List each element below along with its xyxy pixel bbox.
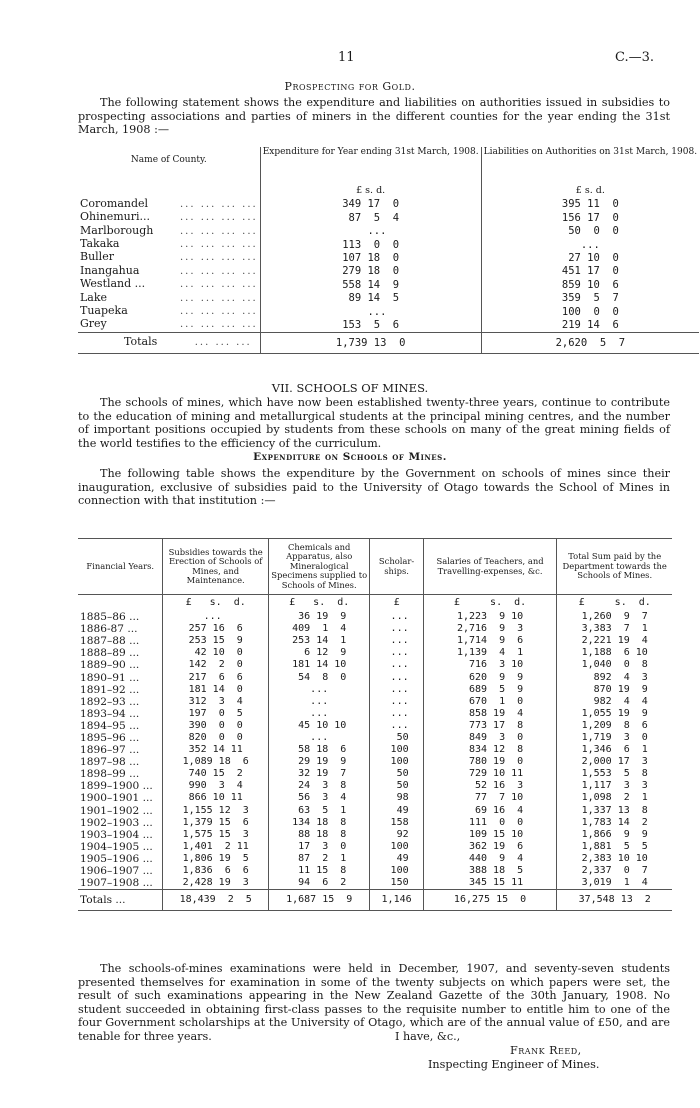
amount-cell: 1,337 13 8 bbox=[557, 805, 672, 817]
liabilities-cell: 451 17 0 bbox=[481, 265, 699, 278]
amount-cell: ... bbox=[370, 635, 423, 647]
amount-cell: 2,000 17 3 bbox=[557, 756, 672, 768]
financial-year: Totals ... bbox=[78, 890, 163, 911]
leader-dots: ... ... ... ... bbox=[180, 292, 258, 304]
expenditure-intro: The following table shows the expenditure by the Government on schools of mines since their inauguration, exclusive of subsidies paid to the University of Otago towards the School of Mines in connection with that institution :— bbox=[78, 467, 670, 508]
amount-cell: 100 bbox=[370, 841, 423, 853]
liabilities-cell: 219 14 6 bbox=[481, 318, 699, 332]
schools-row bbox=[78, 708, 672, 720]
schools-row bbox=[78, 768, 672, 780]
amount-cell: 197 0 5 bbox=[163, 708, 269, 720]
amount-cell: 1,714 9 6 bbox=[423, 635, 557, 647]
amount-cell: 2,221 19 4 bbox=[557, 635, 672, 647]
liabilities-cell: 156 17 0 bbox=[481, 211, 699, 224]
schools-totals-row bbox=[78, 890, 672, 911]
liabilities-cell: 395 11 0 bbox=[481, 198, 699, 211]
signer-title: Inspecting Engineer of Mines. bbox=[428, 1058, 600, 1071]
gold-row bbox=[78, 211, 699, 224]
document-reference: C.—3. bbox=[614, 50, 654, 65]
amount-cell: 3,383 7 1 bbox=[557, 623, 672, 635]
financial-year: 1885–86 ... bbox=[80, 611, 140, 624]
amount-cell: 1,117 3 3 bbox=[557, 780, 672, 792]
liabilities-cell: 859 10 6 bbox=[481, 278, 699, 291]
amount-cell: ... bbox=[268, 684, 370, 696]
amount-cell: 142 2 0 bbox=[163, 659, 269, 671]
gold-intro: The following statement shows the expenditure and liabilities on authorities issued in subsidies to prospecting associations and parties of miners in the different counties for the year ending the 31st March, 1908 :— bbox=[78, 96, 670, 137]
schools-col-header: Scholar-ships. bbox=[370, 539, 423, 595]
amount-cell: 1,881 5 5 bbox=[557, 841, 672, 853]
gold-row bbox=[78, 292, 699, 305]
amount-cell: 849 3 0 bbox=[423, 732, 557, 744]
leader-dots: ... ... ... ... bbox=[180, 212, 258, 224]
schools-paragraph: The schools of mines, which have now been established twenty-three years, continue to contribute to the education of mining and metallurgical students at the principal mining centres, and the number of important positions occupied by students from these schools on many of the great mining fields of the world testifies to the efficiency of the curriculum. bbox=[78, 396, 670, 450]
financial-year bbox=[78, 595, 163, 612]
financial-year: 1893–94 ... bbox=[80, 707, 140, 720]
schools-row bbox=[78, 696, 672, 708]
col-liabilities: Liabilities on Authorities on 31st March, 1908. bbox=[481, 147, 699, 167]
amount-cell: 181 14 10 bbox=[268, 659, 370, 671]
schools-row bbox=[78, 672, 672, 684]
amount-cell: ... bbox=[370, 672, 423, 684]
amount-cell: 1,866 9 9 bbox=[557, 829, 672, 841]
financial-year: 1886-87 ... bbox=[80, 623, 138, 636]
leader-dots: ... ... ... ... bbox=[180, 265, 258, 277]
amount-cell: 109 15 10 bbox=[423, 829, 557, 841]
amount-cell: 45 10 10 bbox=[268, 720, 370, 732]
leader-dots: ... ... ... ... bbox=[180, 225, 258, 237]
amount-cell: 253 14 1 bbox=[268, 635, 370, 647]
amount-cell: 1,783 14 2 bbox=[557, 817, 672, 829]
amount-cell: £ s. d. bbox=[557, 595, 672, 612]
amount-cell: 388 18 5 bbox=[423, 865, 557, 877]
amount-cell: 2,383 10 10 bbox=[557, 853, 672, 865]
gold-row bbox=[78, 305, 699, 318]
amount-cell: 1,146 bbox=[370, 890, 423, 911]
financial-year: 1889–90 ... bbox=[80, 659, 140, 672]
amount-cell: ... bbox=[370, 696, 423, 708]
schools-row bbox=[78, 732, 672, 744]
county-name: Ohinemuri... bbox=[80, 210, 150, 224]
amount-cell: 345 15 11 bbox=[423, 877, 557, 890]
schools-col-header: Total Sum paid by the Department towards the Schools of Mines. bbox=[557, 539, 672, 595]
expenditure-subheading: Expenditure on Schools of Mines. bbox=[253, 451, 447, 463]
amount-cell: 866 10 11 bbox=[163, 792, 269, 804]
schools-table-header bbox=[78, 539, 672, 595]
amount-cell: 729 10 11 bbox=[423, 768, 557, 780]
amount-cell: 100 bbox=[370, 744, 423, 756]
amount-cell: 32 19 7 bbox=[268, 768, 370, 780]
liabilities-cell: 100 0 0 bbox=[481, 305, 699, 318]
financial-year: 1904–1905 ... bbox=[80, 840, 153, 853]
amount-cell: 1,139 4 1 bbox=[423, 647, 557, 659]
gold-row bbox=[78, 251, 699, 264]
gold-row bbox=[78, 198, 699, 211]
amount-cell: 440 9 4 bbox=[423, 853, 557, 865]
financial-year: 1897–98 ... bbox=[80, 756, 140, 769]
schools-row bbox=[78, 659, 672, 671]
amount-cell: 6 12 9 bbox=[268, 647, 370, 659]
col-expenditure: Expenditure for Year ending 31st March, 1908. bbox=[260, 147, 481, 167]
schools-row bbox=[78, 780, 672, 792]
amount-cell: 740 15 2 bbox=[163, 768, 269, 780]
amount-cell: ... bbox=[163, 611, 269, 623]
amount-cell: 42 10 0 bbox=[163, 647, 269, 659]
amount-cell: 716 3 10 bbox=[423, 659, 557, 671]
amount-cell: 1,089 18 6 bbox=[163, 756, 269, 768]
amount-cell: 3,019 1 4 bbox=[557, 877, 672, 890]
gold-row bbox=[78, 265, 699, 278]
amount-cell: 1,209 8 6 bbox=[557, 720, 672, 732]
amount-cell: 54 8 0 bbox=[268, 672, 370, 684]
financial-year: 1899–1900 ... bbox=[80, 780, 153, 793]
amount-cell: 50 bbox=[370, 780, 423, 792]
county-name: Tuapeka bbox=[80, 304, 128, 318]
amount-cell: ... bbox=[370, 720, 423, 732]
county-name: Buller bbox=[80, 250, 114, 264]
page-header bbox=[0, 50, 700, 70]
amount-cell: 390 0 0 bbox=[163, 720, 269, 732]
amount-cell: 1,836 6 6 bbox=[163, 865, 269, 877]
amount-cell: 2,716 9 3 bbox=[423, 623, 557, 635]
amount-cell: 69 16 4 bbox=[423, 805, 557, 817]
amount-cell: 11 15 8 bbox=[268, 865, 370, 877]
amount-cell: £ bbox=[370, 595, 423, 612]
expenditure-cell: 279 18 0 bbox=[260, 265, 481, 278]
amount-cell: 1,155 12 3 bbox=[163, 805, 269, 817]
amount-cell: 257 16 6 bbox=[163, 623, 269, 635]
liabilities-cell: 27 10 0 bbox=[481, 251, 699, 264]
amount-cell: 50 bbox=[370, 768, 423, 780]
liabilities-cell: 50 0 0 bbox=[481, 225, 699, 238]
financial-year: 1903–1904 ... bbox=[80, 828, 153, 841]
amount-cell: 1,098 2 1 bbox=[557, 792, 672, 804]
amount-cell: 1,687 15 9 bbox=[268, 890, 370, 911]
amount-cell: 1,188 6 10 bbox=[557, 647, 672, 659]
amount-cell: 982 4 4 bbox=[557, 696, 672, 708]
amount-cell: 217 6 6 bbox=[163, 672, 269, 684]
amount-cell: 312 3 4 bbox=[163, 696, 269, 708]
schools-row bbox=[78, 841, 672, 853]
leader-dots: ... ... ... ... bbox=[180, 279, 258, 291]
financial-year: 1902–1903 ... bbox=[80, 816, 153, 829]
amount-cell: 29 19 9 bbox=[268, 756, 370, 768]
amount-cell: 1,553 5 8 bbox=[557, 768, 672, 780]
schools-row bbox=[78, 623, 672, 635]
gold-total-liabilities: 2,620 5 7 bbox=[481, 332, 699, 353]
amount-cell: ... bbox=[370, 611, 423, 623]
gold-row bbox=[78, 318, 699, 332]
amount-cell: 158 bbox=[370, 817, 423, 829]
amount-cell: £ s. d. bbox=[423, 595, 557, 612]
amount-cell: ... bbox=[370, 708, 423, 720]
schools-col-header: Salaries of Teachers, and Travelling-expenses, &c. bbox=[423, 539, 557, 595]
amount-cell: 892 4 3 bbox=[557, 672, 672, 684]
amount-cell: 409 1 4 bbox=[268, 623, 370, 635]
schools-row bbox=[78, 756, 672, 768]
liabilities-cell: ... bbox=[481, 238, 699, 251]
leader-dots: ... ... ... ... bbox=[180, 306, 258, 318]
amount-cell: 2,428 19 3 bbox=[163, 877, 269, 890]
schools-row bbox=[78, 792, 672, 804]
amount-cell: 362 19 6 bbox=[423, 841, 557, 853]
schools-row bbox=[78, 611, 672, 623]
signer-name: Frank Reed, bbox=[510, 1044, 582, 1057]
financial-year: 1895–96 ... bbox=[80, 731, 140, 744]
gold-heading: Prospecting for Gold. bbox=[284, 80, 416, 93]
financial-year: 1900–1901 ... bbox=[80, 792, 153, 805]
amount-cell: 49 bbox=[370, 853, 423, 865]
amount-cell: 92 bbox=[370, 829, 423, 841]
county-name: Inangahua bbox=[80, 263, 140, 277]
amount-cell: ... bbox=[370, 623, 423, 635]
county-name: Coromandel bbox=[80, 196, 149, 210]
amount-cell: 1,260 9 7 bbox=[557, 611, 672, 623]
financial-year: 1891–92 ... bbox=[80, 683, 140, 696]
amount-cell: 94 6 2 bbox=[268, 877, 370, 890]
amount-cell: £ s. d. bbox=[268, 595, 370, 612]
amount-cell: 773 17 8 bbox=[423, 720, 557, 732]
amount-cell: 18,439 2 5 bbox=[163, 890, 269, 911]
county-name: Marlborough bbox=[80, 223, 154, 237]
expenditure-cell: 558 14 9 bbox=[260, 278, 481, 291]
amount-cell: 63 5 1 bbox=[268, 805, 370, 817]
financial-year: 1888–89 ... bbox=[80, 647, 140, 660]
amount-cell: ... bbox=[370, 684, 423, 696]
expenditure-cell: 89 14 5 bbox=[260, 292, 481, 305]
schools-units-row bbox=[78, 595, 672, 612]
expenditure-cell: 87 5 4 bbox=[260, 211, 481, 224]
amount-cell: ... bbox=[370, 659, 423, 671]
financial-year: 1905–1906 ... bbox=[80, 852, 153, 865]
amount-cell: 77 7 10 bbox=[423, 792, 557, 804]
closing: I have, &c., bbox=[395, 1030, 461, 1043]
amount-cell: 2,337 0 7 bbox=[557, 865, 672, 877]
amount-cell: 352 14 11 bbox=[163, 744, 269, 756]
amount-cell: ... bbox=[268, 708, 370, 720]
amount-cell: ... bbox=[268, 732, 370, 744]
amount-cell: 870 19 9 bbox=[557, 684, 672, 696]
amount-cell: 780 19 0 bbox=[423, 756, 557, 768]
schools-row bbox=[78, 744, 672, 756]
amount-cell: 37,548 13 2 bbox=[557, 890, 672, 911]
gold-table-header bbox=[78, 147, 699, 167]
expenditure-cell: ... bbox=[260, 305, 481, 318]
amount-cell: 100 bbox=[370, 865, 423, 877]
amount-cell: 689 5 9 bbox=[423, 684, 557, 696]
amount-cell: 134 18 8 bbox=[268, 817, 370, 829]
financial-year: 1906–1907 ... bbox=[80, 865, 153, 877]
gold-row bbox=[78, 278, 699, 291]
leader-dots: ... ... ... ... bbox=[180, 239, 258, 251]
financial-year: 1901–1902 ... bbox=[80, 804, 153, 817]
amount-cell: 17 3 0 bbox=[268, 841, 370, 853]
amount-cell: 1,223 9 10 bbox=[423, 611, 557, 623]
schools-title: VII. SCHOOLS OF MINES. bbox=[271, 381, 429, 395]
amount-cell: 88 18 8 bbox=[268, 829, 370, 841]
amount-cell: 36 19 9 bbox=[268, 611, 370, 623]
financial-year: 1896–97 ... bbox=[80, 744, 140, 757]
amount-cell: 620 9 9 bbox=[423, 672, 557, 684]
gold-row bbox=[78, 225, 699, 238]
leader-dots: ... ... ... ... bbox=[180, 319, 258, 331]
amount-cell: 1,040 0 8 bbox=[557, 659, 672, 671]
county-name: Takaka bbox=[80, 237, 120, 251]
financial-year: 1892–93 ... bbox=[80, 695, 140, 708]
amount-cell: 1,575 15 3 bbox=[163, 829, 269, 841]
leader-dots: ... ... ... ... bbox=[180, 198, 258, 210]
amount-cell: 100 bbox=[370, 756, 423, 768]
schools-row bbox=[78, 647, 672, 659]
gold-units-row: £ s. d. £ s. d. bbox=[78, 185, 699, 197]
amount-cell: 181 14 0 bbox=[163, 684, 269, 696]
schools-row bbox=[78, 635, 672, 647]
schools-row bbox=[78, 829, 672, 841]
amount-cell: 253 15 9 bbox=[163, 635, 269, 647]
financial-year: 1894–95 ... bbox=[80, 719, 140, 732]
examinations-paragraph: The schools-of-mines examinations were held in December, 1907, and seventy-seven students presented themselves for examination in some of the twenty subjects on which papers were set, the result of such examinations appearing in the New Zealand Gazette of the 30th January, 1908. No student succeeded in obtaining first-class passes to the requisite number to entitle him to one of the four Government scholarships at the University of Otago, which are of the annual value of £50, and are tenable for three years. bbox=[78, 962, 670, 1043]
amount-cell: ... bbox=[268, 696, 370, 708]
amount-cell: 98 bbox=[370, 792, 423, 804]
amount-cell: 52 16 3 bbox=[423, 780, 557, 792]
schools-row bbox=[78, 865, 672, 877]
schools-col-header: Subsidies towards the Erection of Schools of Mines, and Maintenance. bbox=[163, 539, 269, 595]
gold-total-expenditure: 1,739 13 0 bbox=[260, 332, 481, 353]
amount-cell: 58 18 6 bbox=[268, 744, 370, 756]
gold-row bbox=[78, 238, 699, 251]
gold-totals-row: Totals ... ... ... 1,739 13 0 2,620 5 7 bbox=[78, 332, 699, 353]
amount-cell: £ s. d. bbox=[163, 595, 269, 612]
expenditure-cell: 107 18 0 bbox=[260, 251, 481, 264]
amount-cell: 24 3 8 bbox=[268, 780, 370, 792]
schools-table bbox=[78, 538, 672, 911]
col-county: Name of County. bbox=[130, 155, 207, 165]
amount-cell: 1,379 15 6 bbox=[163, 817, 269, 829]
schools-row bbox=[78, 817, 672, 829]
expenditure-cell: ... bbox=[260, 225, 481, 238]
amount-cell: 16,275 15 0 bbox=[423, 890, 557, 911]
expenditure-cell: 153 5 6 bbox=[260, 318, 481, 332]
amount-cell: 820 0 0 bbox=[163, 732, 269, 744]
schools-row bbox=[78, 853, 672, 865]
liabilities-cell: 359 5 7 bbox=[481, 292, 699, 305]
amount-cell: 990 3 4 bbox=[163, 780, 269, 792]
expenditure-cell: 113 0 0 bbox=[260, 238, 481, 251]
schools-row bbox=[78, 805, 672, 817]
financial-year: 1907–1908 ... bbox=[80, 877, 153, 890]
leader-dots: ... ... ... ... bbox=[180, 252, 258, 264]
amount-cell: 670 1 0 bbox=[423, 696, 557, 708]
county-name: Grey bbox=[80, 317, 107, 331]
expenditure-cell: 349 17 0 bbox=[260, 198, 481, 211]
financial-year: 1890–91 ... bbox=[80, 671, 140, 684]
amount-cell: 150 bbox=[370, 877, 423, 890]
county-name: Westland ... bbox=[80, 277, 146, 291]
schools-col-header: Chemicals and Apparatus, also Mineralogical Specimens supplied to Schools of Mines. bbox=[268, 539, 370, 595]
amount-cell: ... bbox=[370, 647, 423, 659]
amount-cell: 1,806 19 5 bbox=[163, 853, 269, 865]
county-name: Lake bbox=[80, 290, 108, 304]
gold-table bbox=[78, 147, 699, 354]
page-number: 11 bbox=[338, 50, 355, 65]
amount-cell: 49 bbox=[370, 805, 423, 817]
amount-cell: 834 12 8 bbox=[423, 744, 557, 756]
amount-cell: 858 19 4 bbox=[423, 708, 557, 720]
financial-year: 1887–88 ... bbox=[80, 635, 140, 648]
amount-cell: 1,401 2 11 bbox=[163, 841, 269, 853]
schools-col-header: Financial Years. bbox=[78, 539, 163, 595]
amount-cell: 111 0 0 bbox=[423, 817, 557, 829]
schools-row bbox=[78, 684, 672, 696]
amount-cell: 87 2 1 bbox=[268, 853, 370, 865]
amount-cell: 1,719 3 0 bbox=[557, 732, 672, 744]
amount-cell: 56 3 4 bbox=[268, 792, 370, 804]
amount-cell: 1,346 6 1 bbox=[557, 744, 672, 756]
financial-year: 1898–99 ... bbox=[80, 768, 140, 781]
amount-cell: 1,055 19 9 bbox=[557, 708, 672, 720]
amount-cell: 50 bbox=[370, 732, 423, 744]
schools-row bbox=[78, 720, 672, 732]
schools-row bbox=[78, 877, 672, 890]
